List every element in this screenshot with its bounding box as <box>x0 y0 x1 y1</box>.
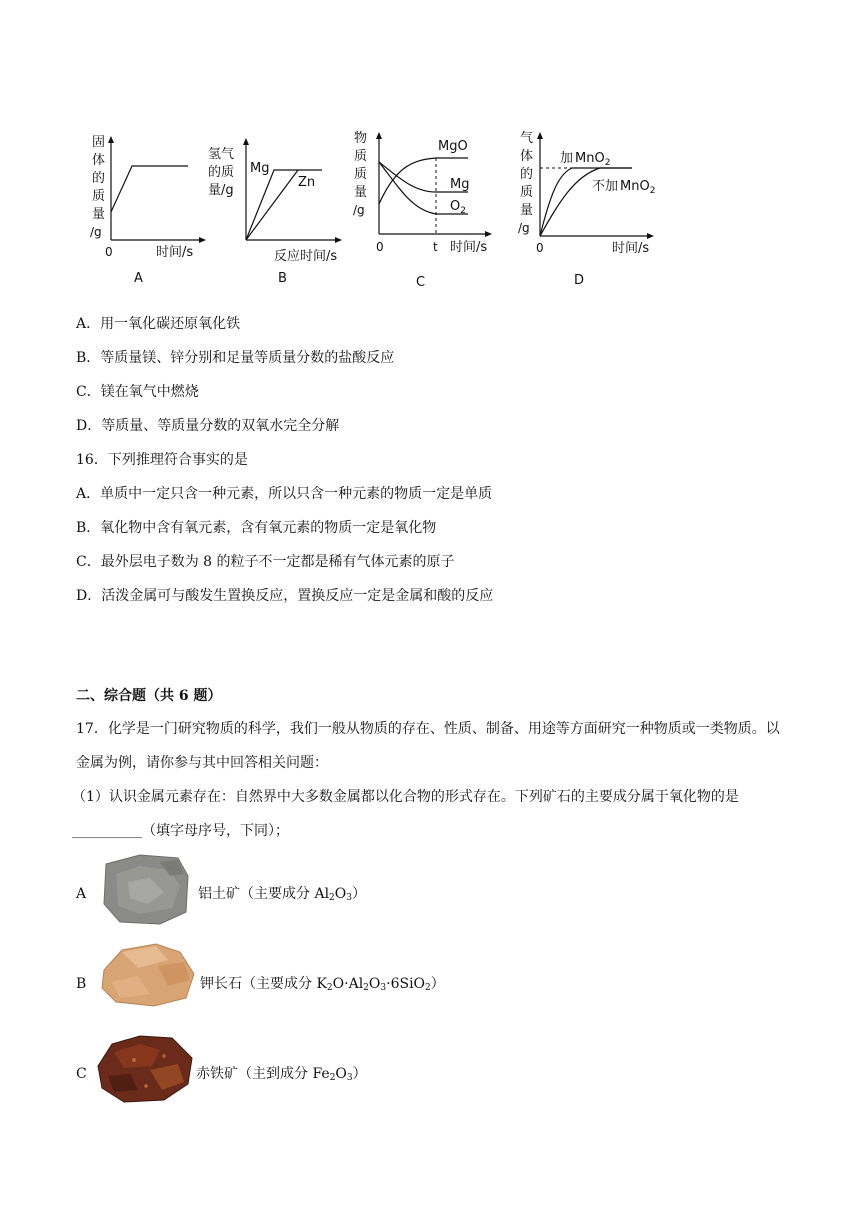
chart-d-ylabel-2: 体 <box>520 149 534 164</box>
ore-b-text: 钾长石（主要成分 $K_2O\cdot Al_2O_3\cdot 6SiO_2$） <box>200 976 445 993</box>
chart-c-label-mgo: MgO <box>438 139 468 154</box>
chart-d-ylabel-3: 的 <box>520 167 534 182</box>
chart-b-caption: B <box>278 271 287 286</box>
chart-c-caption: C <box>416 275 426 290</box>
q16-option-a: A．单质中一定只含一种元素，所以只含一种元素的物质一定是单质 <box>76 486 493 502</box>
chart-c-ylabel-4: 量 <box>354 185 368 200</box>
q15-option-b: B．等质量镁、锌分别和足量等质量分数的盐酸反应 <box>76 350 395 366</box>
q15-option-d: D．等质量、等质量分数的双氧水完全分解 <box>76 418 340 434</box>
q17-stem: 17．化学是一门研究物质的科学，我们一般从物质的存在、性质、制备、用途等方面研究一种物质或一类物质。以金属为例，请你参与其中回答相关问题： <box>76 721 780 771</box>
ore-a-formula: $Al_2O_3$ <box>314 886 352 903</box>
chart-b-ylabel-3: 量/g <box>208 183 234 198</box>
chart-a-ylabel-3: 的 <box>92 171 106 186</box>
q15-option-a: A．用一氧化碳还原氧化铁 <box>76 316 241 332</box>
chart-a-caption: A <box>134 271 143 286</box>
chart-d-ylabel-4: 质 <box>520 185 534 200</box>
chart-b-ylabel-2: 的质 <box>208 165 235 180</box>
chart-a-y-arrow <box>108 136 114 143</box>
chart-d-ylabel-6: /g <box>518 221 530 235</box>
chart-d-origin: 0 <box>536 241 544 255</box>
chart-b-label-mg: Mg <box>250 161 270 176</box>
ore-c-formula: $Fe_2O_3$ <box>312 1066 353 1083</box>
q16-option-c: C．最外层电子数为 8 的粒子不一定都是稀有气体元素的原子 <box>76 554 455 570</box>
chart-c <box>350 124 500 294</box>
chart-b-y-arrow <box>243 138 249 145</box>
chart-b-series-zn <box>246 170 298 240</box>
chart-a-ylabel-4: 质 <box>92 189 106 204</box>
potassium-feldspar-image <box>98 940 198 1014</box>
chart-c-ylabel-2: 质 <box>354 149 368 164</box>
chart-c-t-label: t <box>433 240 438 254</box>
chart-d-label-without-mno2: 不加 MnO$_2$ <box>592 179 656 196</box>
chart-b-xlabel: 反应时间/s <box>274 249 338 264</box>
chart-b <box>208 128 348 288</box>
chart-c-origin: 0 <box>376 240 384 254</box>
q15-option-c: C．镁在氧气中燃烧 <box>76 384 199 400</box>
chart-a-x-arrow <box>199 237 206 243</box>
chart-c-xlabel: 时间/s <box>450 240 488 255</box>
ore-b-letter: B <box>76 976 87 992</box>
bauxite-image <box>100 852 192 930</box>
chart-d-series-without-mno2 <box>540 168 632 236</box>
chart-a-curve <box>111 166 188 212</box>
section-2-title: 二、综合题（共 6 题） <box>76 688 222 704</box>
chart-d-xlabel: 时间/s <box>612 241 650 256</box>
chart-c-label-o2: $O_2$ <box>450 199 466 216</box>
chart-c-x-arrow <box>485 231 492 237</box>
chart-b-x-arrow <box>335 237 342 243</box>
chart-a <box>80 128 210 288</box>
chart-a-ylabel-2: 体 <box>92 153 106 168</box>
ore-c-text: 赤铁矿（主到成分 $Fe_2O_3$） <box>196 1066 367 1083</box>
chart-d-caption: D <box>574 273 585 288</box>
chart-a-xlabel: 时间/s <box>156 245 194 260</box>
q16-stem: 16．下列推理符合事实的是 <box>76 452 248 468</box>
chart-c-ylabel-1: 物 <box>354 131 368 146</box>
chart-a-ylabel-1: 固 <box>92 135 106 150</box>
ore-option-b <box>76 940 536 1010</box>
ore-b-formula: $K_2O\cdot Al_2O_3\cdot 6SiO_2$ <box>316 976 431 993</box>
hematite-image <box>94 1030 196 1110</box>
chart-c-label-mg: Mg <box>450 177 470 192</box>
chart-b-label-zn: Zn <box>298 175 316 190</box>
chart-d-ylabel-1: 气 <box>520 131 534 146</box>
chart-d-series-with-mno2 <box>540 168 632 236</box>
q16-option-b: B．氧化物中含有氧元素，含有氧元素的物质一定是氧化物 <box>76 520 437 536</box>
chart-d-x-arrow <box>647 233 654 239</box>
chart-a-ylabel-5: 量 <box>92 207 106 222</box>
q17-part1: （1）认识金属元素存在：自然界中大多数金属都以化合物的形式存在。下列矿石的主要成分属于氧化物的是__________（填字母序号，下同）； <box>72 789 739 839</box>
chart-a-origin: 0 <box>105 245 113 259</box>
ore-a-text: 铝土矿（主要成分 $Al_2O_3$） <box>198 886 366 903</box>
chart-d-label-with-mno2: 加 MnO$_2$ <box>560 151 611 168</box>
chart-c-ylabel-3: 质 <box>354 167 368 182</box>
chart-d-ylabel-5: 量 <box>520 203 534 218</box>
chart-c-y-arrow <box>376 132 382 139</box>
chart-b-ylabel-1: 氢气 <box>208 147 235 162</box>
q16-option-d: D．活泼金属可与酸发生置换反应，置换反应一定是金属和酸的反应 <box>76 588 494 604</box>
ore-c-letter: C <box>76 1066 87 1082</box>
ore-option-a <box>76 852 476 922</box>
chart-d <box>514 124 664 294</box>
ore-a-letter: A <box>76 886 87 902</box>
chart-a-ylabel-6: /g <box>90 225 102 239</box>
ore-option-c <box>76 1030 476 1100</box>
chart-c-ylabel-5: /g <box>353 203 365 217</box>
chart-d-y-arrow <box>537 132 543 139</box>
